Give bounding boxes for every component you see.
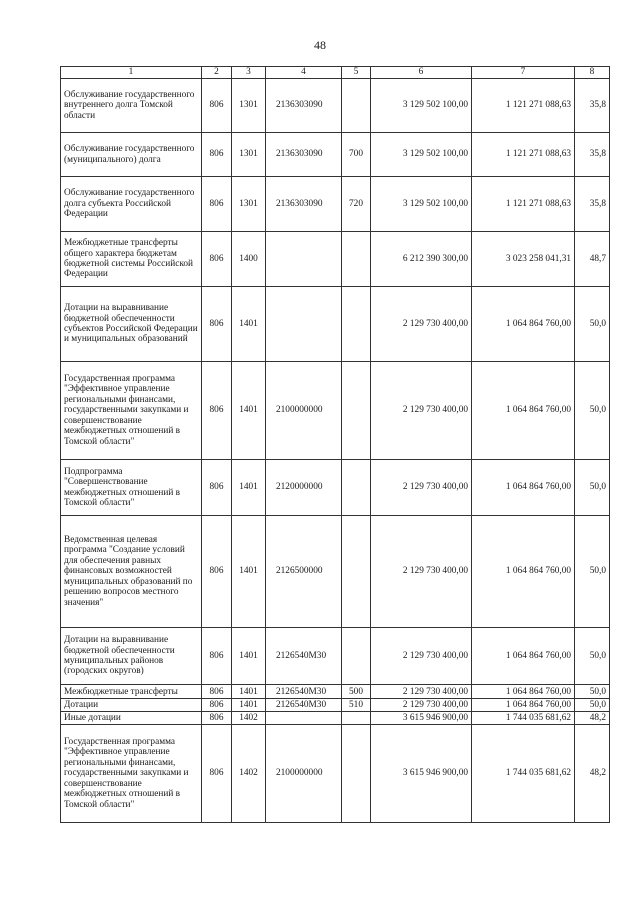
row-percent: 50,0 xyxy=(575,685,610,699)
row-section-code: 1401 xyxy=(232,628,266,685)
row-planned: 3 129 502 100,00 xyxy=(371,79,472,133)
page-number: 48 xyxy=(314,38,326,52)
row-percent: 50,0 xyxy=(575,362,610,460)
table-row xyxy=(61,685,610,699)
row-target-code: 2100000000 xyxy=(266,725,342,823)
row-admin-code: 806 xyxy=(202,516,232,628)
row-executed: 1 064 864 760,00 xyxy=(472,628,575,685)
row-executed: 1 121 271 088,63 xyxy=(472,133,575,177)
row-executed: 1 121 271 088,63 xyxy=(472,79,575,133)
row-section-code: 1401 xyxy=(232,460,266,516)
row-name: Дотации на выравнивание бюджетной обеспеченности субъектов Российской Федерации и муниципальных образований xyxy=(61,287,202,362)
row-target-code: 2136303090 xyxy=(266,79,342,133)
row-admin-code: 806 xyxy=(202,287,232,362)
row-percent: 50,0 xyxy=(575,699,610,712)
row-admin-code: 806 xyxy=(202,460,232,516)
row-planned: 2 129 730 400,00 xyxy=(371,460,472,516)
row-expense-type: 500 xyxy=(342,685,371,699)
row-section-code: 1401 xyxy=(232,699,266,712)
row-admin-code: 806 xyxy=(202,79,232,133)
row-name: Межбюджетные трансферты общего характера бюджетам бюджетной системы Российской Федерации xyxy=(61,232,202,287)
row-planned: 2 129 730 400,00 xyxy=(371,516,472,628)
row-executed: 1 064 864 760,00 xyxy=(472,287,575,362)
row-admin-code: 806 xyxy=(202,725,232,823)
row-admin-code: 806 xyxy=(202,699,232,712)
row-admin-code: 806 xyxy=(202,177,232,232)
table-row xyxy=(61,699,610,712)
row-expense-type xyxy=(342,516,371,628)
row-name: Дотации на выравнивание бюджетной обеспеченности муниципальных районов (городских округов) xyxy=(61,628,202,685)
row-section-code: 1402 xyxy=(232,712,266,725)
row-expense-type xyxy=(342,460,371,516)
row-section-code: 1401 xyxy=(232,685,266,699)
row-executed: 1 121 271 088,63 xyxy=(472,177,575,232)
row-planned: 2 129 730 400,00 xyxy=(371,362,472,460)
row-percent: 35,8 xyxy=(575,177,610,232)
row-percent: 50,0 xyxy=(575,460,610,516)
row-expense-type xyxy=(342,79,371,133)
row-target-code xyxy=(266,232,342,287)
row-admin-code: 806 xyxy=(202,628,232,685)
row-name: Обслуживание государственного долга субъекта Российской Федерации xyxy=(61,177,202,232)
table-row xyxy=(61,287,610,362)
row-admin-code: 806 xyxy=(202,232,232,287)
col-header-1: 1 xyxy=(61,67,202,79)
row-planned: 3 615 946 900,00 xyxy=(371,725,472,823)
row-executed: 3 023 258 041,31 xyxy=(472,232,575,287)
row-executed: 1 064 864 760,00 xyxy=(472,685,575,699)
row-expense-type: 700 xyxy=(342,133,371,177)
row-planned: 3 129 502 100,00 xyxy=(371,177,472,232)
row-executed: 1 064 864 760,00 xyxy=(472,362,575,460)
col-header-4: 4 xyxy=(266,67,342,79)
row-expense-type xyxy=(342,628,371,685)
row-executed: 1 744 035 681,62 xyxy=(472,712,575,725)
row-executed: 1 064 864 760,00 xyxy=(472,699,575,712)
row-name: Подпрограмма "Совершенствование межбюджетных отношений в Томской области" xyxy=(61,460,202,516)
col-header-6: 6 xyxy=(371,67,472,79)
row-expense-type: 510 xyxy=(342,699,371,712)
table-row xyxy=(61,628,610,685)
row-percent: 48,2 xyxy=(575,712,610,725)
table-row xyxy=(61,362,610,460)
row-expense-type xyxy=(342,232,371,287)
row-planned: 3 615 946 900,00 xyxy=(371,712,472,725)
row-name: Государственная программа "Эффективное управление региональными финансами, государственными закупками и совершенствование межбюджетных отношений в Томской области" xyxy=(61,725,202,823)
row-target-code: 2126540М30 xyxy=(266,685,342,699)
row-section-code: 1301 xyxy=(232,133,266,177)
row-target-code: 2126500000 xyxy=(266,516,342,628)
row-admin-code: 806 xyxy=(202,362,232,460)
col-header-8: 8 xyxy=(575,67,610,79)
row-target-code: 2126540М30 xyxy=(266,699,342,712)
row-section-code: 1400 xyxy=(232,232,266,287)
row-executed: 1 744 035 681,62 xyxy=(472,725,575,823)
row-name: Межбюджетные трансферты xyxy=(61,685,202,699)
row-target-code xyxy=(266,287,342,362)
row-name: Ведомственная целевая программа "Создание условий для обеспечения равных финансовых возможностей муниципальных образований по решению вопросов местного значения" xyxy=(61,516,202,628)
table-row xyxy=(61,232,610,287)
row-target-code: 2100000000 xyxy=(266,362,342,460)
row-admin-code: 806 xyxy=(202,712,232,725)
row-section-code: 1401 xyxy=(232,362,266,460)
row-planned: 2 129 730 400,00 xyxy=(371,628,472,685)
table-row xyxy=(61,725,610,823)
row-name: Иные дотации xyxy=(61,712,202,725)
row-planned: 2 129 730 400,00 xyxy=(371,685,472,699)
row-target-code: 2136303090 xyxy=(266,133,342,177)
row-percent: 48,2 xyxy=(575,725,610,823)
header-row xyxy=(61,67,610,79)
row-planned: 6 212 390 300,00 xyxy=(371,232,472,287)
row-expense-type: 720 xyxy=(342,177,371,232)
table-row xyxy=(61,460,610,516)
row-expense-type xyxy=(342,712,371,725)
row-section-code: 1301 xyxy=(232,177,266,232)
row-executed: 1 064 864 760,00 xyxy=(472,460,575,516)
row-percent: 48,7 xyxy=(575,232,610,287)
row-admin-code: 806 xyxy=(202,685,232,699)
row-planned: 2 129 730 400,00 xyxy=(371,287,472,362)
row-target-code xyxy=(266,712,342,725)
col-header-7: 7 xyxy=(472,67,575,79)
row-expense-type xyxy=(342,362,371,460)
row-target-code: 2136303090 xyxy=(266,177,342,232)
table-row xyxy=(61,712,610,725)
table-row xyxy=(61,133,610,177)
row-planned: 2 129 730 400,00 xyxy=(371,699,472,712)
table-row xyxy=(61,79,610,133)
row-expense-type xyxy=(342,287,371,362)
row-section-code: 1401 xyxy=(232,516,266,628)
table-row xyxy=(61,177,610,232)
row-percent: 50,0 xyxy=(575,516,610,628)
table-row xyxy=(61,516,610,628)
row-expense-type xyxy=(342,725,371,823)
row-name: Обслуживание государственного (муниципального) долга xyxy=(61,133,202,177)
row-target-code: 2126540М30 xyxy=(266,628,342,685)
row-percent: 35,8 xyxy=(575,133,610,177)
row-name: Обслуживание государственного внутреннего долга Томской области xyxy=(61,79,202,133)
row-percent: 50,0 xyxy=(575,287,610,362)
row-admin-code: 806 xyxy=(202,133,232,177)
budget-table xyxy=(60,66,610,823)
row-planned: 3 129 502 100,00 xyxy=(371,133,472,177)
row-percent: 35,8 xyxy=(575,79,610,133)
row-section-code: 1402 xyxy=(232,725,266,823)
col-header-3: 3 xyxy=(232,67,266,79)
row-percent: 50,0 xyxy=(575,628,610,685)
row-name: Государственная программа "Эффективное управление региональными финансами, государственными закупками и совершенствование межбюджетных отношений в Томской области" xyxy=(61,362,202,460)
row-name: Дотации xyxy=(61,699,202,712)
row-executed: 1 064 864 760,00 xyxy=(472,516,575,628)
col-header-2: 2 xyxy=(202,67,232,79)
row-section-code: 1401 xyxy=(232,287,266,362)
col-header-5: 5 xyxy=(342,67,371,79)
row-section-code: 1301 xyxy=(232,79,266,133)
row-target-code: 2120000000 xyxy=(266,460,342,516)
